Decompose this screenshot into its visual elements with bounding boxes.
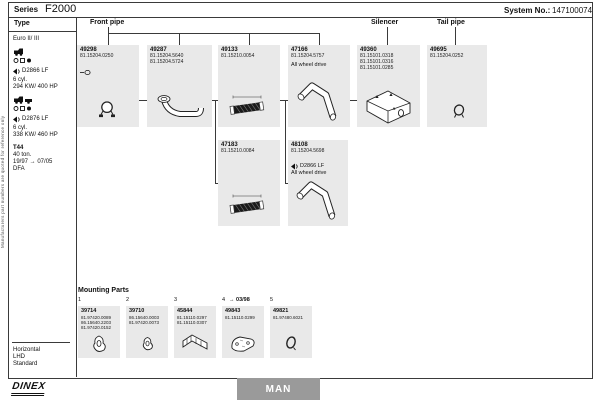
part-id: 39710 — [129, 308, 145, 314]
cylinders: 6 cyl. — [13, 77, 28, 83]
engine-row — [13, 116, 48, 123]
part-id: 49695 — [430, 47, 447, 53]
mounting-index: 5 — [270, 297, 274, 303]
part-box-49695 — [427, 45, 487, 127]
part-box-49133 — [218, 45, 280, 127]
truck-trailer-icon — [13, 95, 43, 104]
engine-code: D2866 LF — [22, 68, 49, 74]
mounting-parts-title: Mounting Parts — [78, 287, 129, 294]
rubber-mount-drawing — [141, 336, 154, 352]
part-number: 81.97480.6021 — [273, 315, 304, 320]
mounting-index: 3 — [174, 297, 178, 303]
part-number: 81.15101.0318 — [360, 53, 394, 59]
awd-pipe-drawing — [294, 79, 344, 125]
mounting-validity: → 03/98 — [229, 297, 250, 303]
part-id: 45844 — [177, 308, 193, 314]
clamp-drawing — [97, 99, 117, 119]
part-number: 81.15204.5757 — [291, 53, 325, 59]
mounting-box-45844 — [174, 306, 216, 358]
system-no-label: System No.: — [504, 6, 551, 15]
part-number: 81.15210.0084 — [221, 148, 255, 154]
connector-line — [350, 100, 357, 101]
dinex-logo: DINEX — [11, 381, 46, 396]
part-number: 81.15110.0299 — [225, 315, 255, 320]
power-rating: 294 KW/ 400 HP — [13, 84, 58, 90]
model-code: T44 — [13, 145, 24, 151]
cylinders: 6 cyl. — [13, 125, 28, 131]
margin-disclaimer: Manufacturers part numbers are quoted for reference only — [0, 115, 5, 248]
part-id: 39714 — [81, 308, 97, 314]
part-id: 49821 — [273, 308, 289, 314]
part-number: 81.97420.0152 — [81, 325, 112, 330]
part-id: 49298 — [80, 47, 97, 53]
connector-line — [280, 100, 288, 101]
part-box-49298 — [77, 45, 139, 127]
system-no-value: 147100074 — [552, 6, 593, 15]
tail-pipe-section-title: Tail pipe — [437, 19, 465, 26]
silencer-section-title: Silencer — [371, 19, 399, 26]
connector-line — [249, 33, 250, 45]
connector-line — [139, 100, 147, 101]
part-box-47183 — [218, 140, 280, 226]
type-header-divider — [8, 31, 76, 32]
mounting-box-39714 — [78, 306, 120, 358]
truck-icon — [13, 47, 35, 56]
part-number: 81.15110.0307 — [177, 320, 207, 325]
part-box-48108 — [288, 140, 348, 226]
clamp-ring-drawing — [284, 334, 298, 352]
part-number: 86.15640.0003 — [129, 315, 160, 320]
clamp-note-icon — [80, 69, 91, 76]
euro-class: Euro II/ III — [13, 36, 40, 42]
part-number: 81.97420.0073 — [129, 320, 160, 325]
type-footer-divider — [12, 342, 70, 343]
connector-line — [285, 100, 286, 184]
flex-pipe-drawing — [226, 192, 270, 218]
connector-line — [179, 33, 180, 45]
connector-line — [108, 33, 320, 34]
part-number: 86.15640.2203 — [81, 320, 112, 325]
mounting-index: 2 — [126, 297, 130, 303]
part-box-47166 — [288, 45, 350, 127]
front-pipe-section-title: Front pipe — [90, 19, 125, 26]
part-number: 81.15204.5640 — [150, 53, 184, 59]
part-id: 49287 — [150, 47, 167, 53]
power-rating: 338 KW/ 460 HP — [13, 132, 58, 138]
mounting-box-49843 — [222, 306, 264, 358]
connector-line — [455, 27, 456, 45]
connector-line — [215, 100, 216, 184]
part-id: 49133 — [221, 47, 238, 53]
part-box-49287 — [147, 45, 212, 127]
series-label: Series — [14, 5, 39, 14]
gasket-drawing — [229, 334, 257, 354]
mounting-index: 4 — [222, 297, 226, 303]
part-note: All wheel drive — [291, 61, 327, 68]
type-section-title: Type — [14, 20, 30, 27]
build-label: Standard — [13, 361, 38, 367]
awd-pipe-drawing — [293, 178, 343, 224]
engine-row — [13, 68, 48, 75]
part-number: 81.97420.0089 — [81, 315, 112, 320]
engine-sound-icon — [13, 68, 21, 75]
part-number: 81.15204.0252 — [430, 53, 464, 59]
silencer-drawing — [361, 83, 416, 125]
part-number: 81.15210.0054 — [221, 53, 255, 59]
manufacturer-badge: MAN — [237, 378, 320, 400]
mounting-box-39710 — [126, 306, 168, 358]
mounting-index: 1 — [78, 297, 82, 303]
part-number: 81.15204.5698 — [291, 148, 325, 154]
part-id: 47166 — [291, 47, 308, 53]
engine-row — [291, 163, 345, 170]
part-id: 49360 — [360, 47, 377, 53]
engine-code: D2876 LF — [22, 116, 49, 122]
connector-line — [387, 27, 388, 45]
part-id: 47183 — [221, 142, 238, 148]
engine-sound-icon — [291, 163, 299, 170]
gross-weight: 40 ton. — [13, 152, 32, 158]
connector-line — [319, 33, 320, 45]
drive-type: DFA — [13, 166, 25, 172]
connector-line — [108, 33, 109, 45]
engine-note: D2866 LF — [300, 163, 325, 170]
rubber-mount-drawing — [91, 334, 107, 354]
axle-config-icon — [13, 105, 33, 112]
part-id: 48108 — [291, 142, 308, 148]
part-note: All wheel drive — [291, 169, 327, 176]
clamp-drawing — [451, 103, 467, 119]
part-number: 81.15204.5724 — [150, 58, 184, 65]
flex-pipe-drawing — [226, 93, 270, 119]
part-number: 81.15110.0297 — [177, 315, 207, 320]
orientation-label: Horizontal — [13, 347, 41, 353]
engine-sound-icon — [13, 116, 21, 123]
series-value: F2000 — [45, 3, 77, 15]
part-number: 81.15204.0250 — [80, 53, 114, 59]
part-id: 49843 — [225, 308, 241, 314]
axle-config-icon — [13, 57, 33, 64]
steering-label: LHD — [13, 354, 26, 360]
production-period: 19/97 → 07/05 — [13, 159, 53, 165]
bracket-drawing — [181, 333, 209, 355]
header-divider — [8, 17, 592, 18]
part-number: 81.15101.0316 — [360, 58, 394, 65]
mounting-box-49821 — [270, 306, 312, 358]
part-box-49360 — [357, 45, 420, 127]
front-pipe-drawing — [155, 93, 205, 121]
part-number: 81.15101.0285 — [360, 64, 394, 71]
